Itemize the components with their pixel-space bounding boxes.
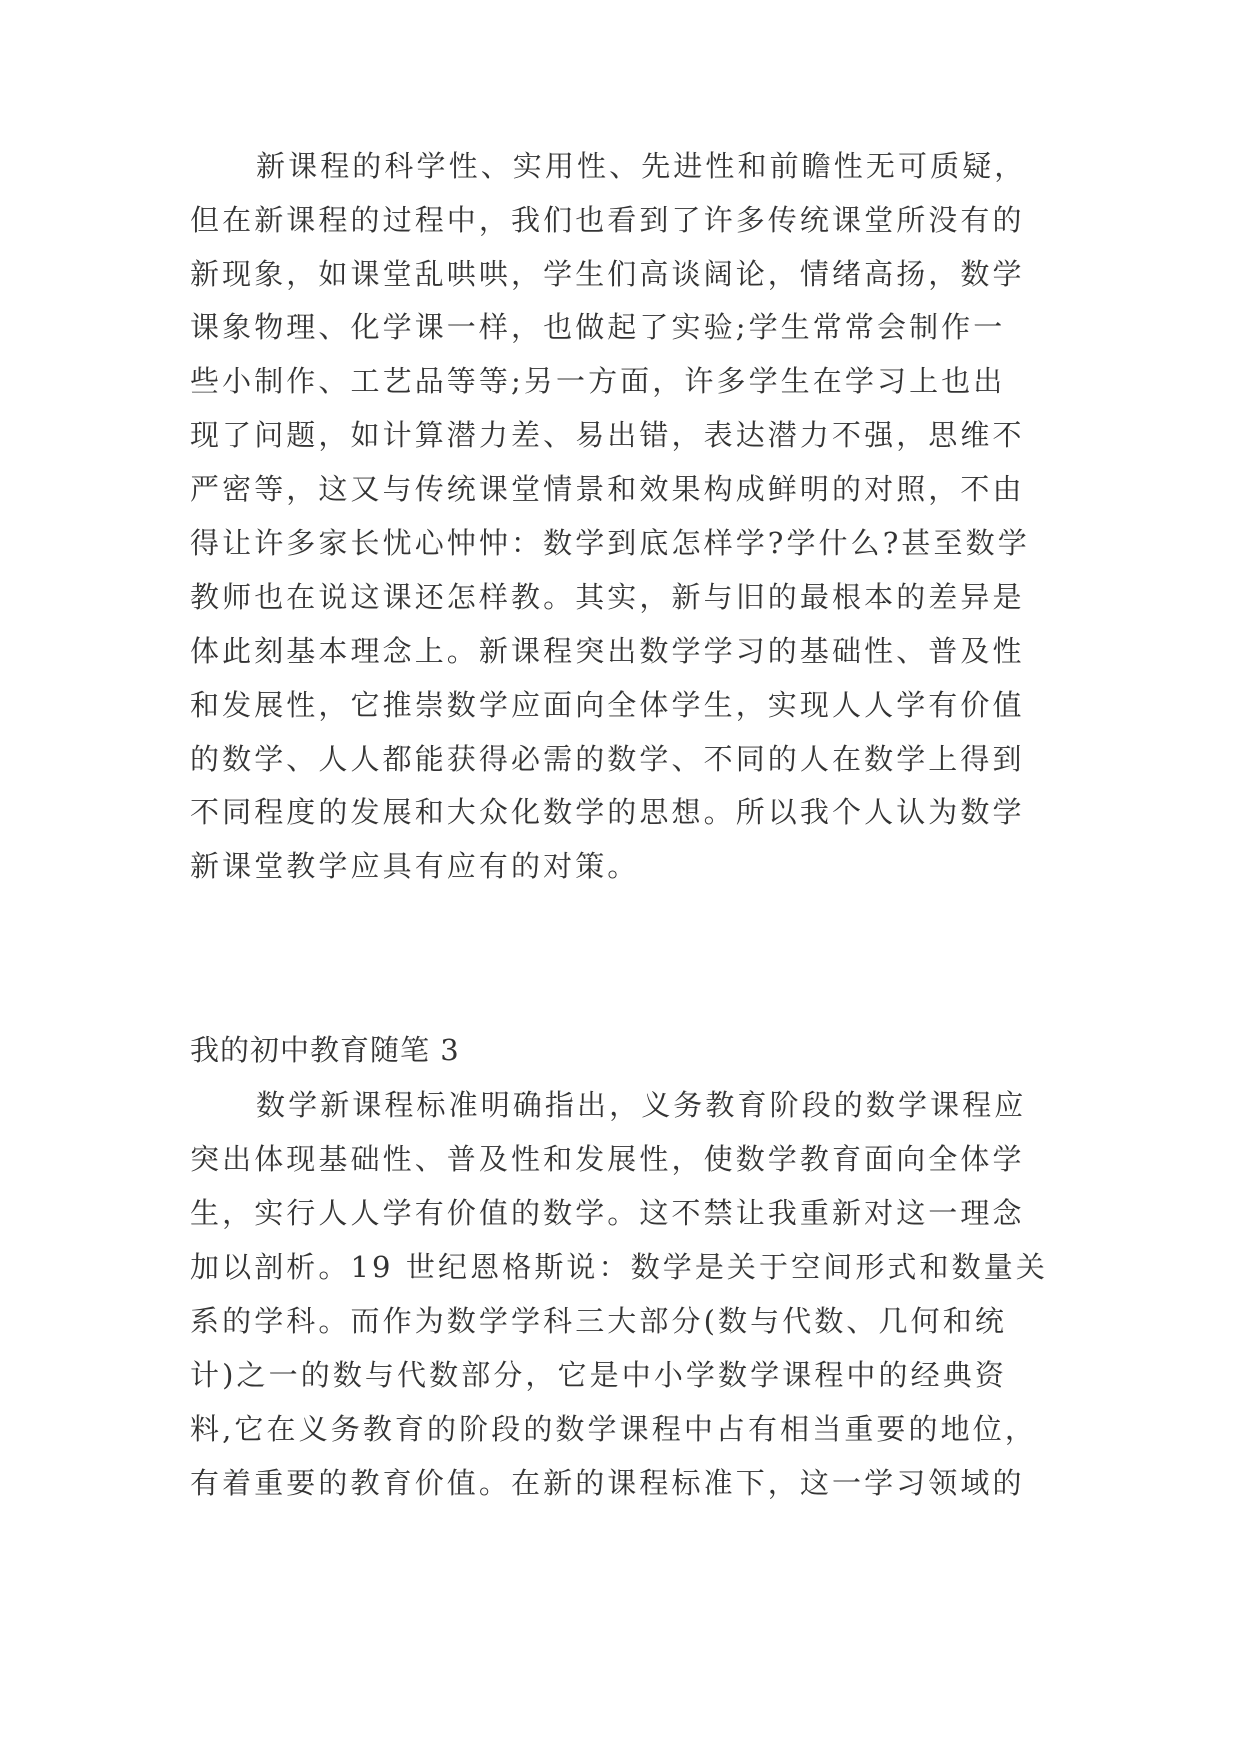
paragraph-2-line-5: 系的学科。而作为数学学科三大部分(数与代数、几何和统	[190, 1304, 1007, 1338]
paragraph-1-line-3: 新现象，如课堂乱哄哄，学生们高谈阔论，情绪高扬，数学	[190, 257, 1025, 291]
paragraph-1-line-2: 但在新课程的过程中，我们也看到了许多传统课堂所没有的	[190, 203, 1025, 237]
paragraph-1-line-6: 现了问题，如计算潜力差、易出错，表达潜力不强，思维不	[190, 418, 1025, 452]
paragraph-1-line-1: 新课程的科学性、实用性、先进性和前瞻性无可质疑，	[256, 149, 1027, 183]
paragraph-2-line-3: 生，实行人人学有价值的数学。这不禁让我重新对这一理念	[190, 1196, 1025, 1230]
paragraph-1-line-8: 得让许多家长忧心忡忡：数学到底怎样学?学什么?甚至数学	[190, 526, 1030, 560]
paragraph-2-line-4: 加以剖析。19 世纪恩格斯说：数学是关于空间形式和数量关	[190, 1250, 1048, 1284]
paragraph-2-line-2: 突出体现基础性、普及性和发展性，使数学教育面向全体学	[190, 1142, 1025, 1176]
paragraph-1-line-11: 和发展性，它推崇数学应面向全体学生，实现人人学有价值	[190, 688, 1025, 722]
paragraph-2-line-6: 计)之一的数与代数部分，它是中小学数学课程中的经典资	[190, 1358, 1007, 1392]
section-title: 我的初中教育随笔 3	[190, 1033, 460, 1067]
paragraph-1-line-14: 新课堂教学应具有应有的对策。	[190, 849, 640, 883]
paragraph-1-line-9: 教师也在说这课还怎样教。其实，新与旧的最根本的差异是	[190, 580, 1025, 614]
paragraph-2-line-1: 数学新课程标准明确指出，义务教育阶段的数学课程应	[256, 1088, 1027, 1122]
paragraph-2-line-8: 有着重要的教育价值。在新的课程标准下，这一学习领域的	[190, 1466, 1025, 1500]
paragraph-1-line-4: 课象物理、化学课一样，也做起了实验;学生常常会制作一	[190, 310, 1006, 344]
paragraph-1-line-7: 严密等，这又与传统课堂情景和效果构成鲜明的对照，不由	[190, 472, 1025, 506]
paragraph-1-line-13: 不同程度的发展和大众化数学的思想。所以我个人认为数学	[190, 795, 1025, 829]
paragraph-1-line-5: 些小制作、工艺品等等;另一方面，许多学生在学习上也出	[190, 364, 1006, 398]
paragraph-2-line-7: 料,它在义务教育的阶段的数学课程中占有相当重要的地位，	[190, 1412, 1037, 1446]
paragraph-1-line-12: 的数学、人人都能获得必需的数学、不同的人在数学上得到	[190, 742, 1025, 776]
paragraph-1-line-10: 体此刻基本理念上。新课程突出数学学习的基础性、普及性	[190, 634, 1025, 668]
